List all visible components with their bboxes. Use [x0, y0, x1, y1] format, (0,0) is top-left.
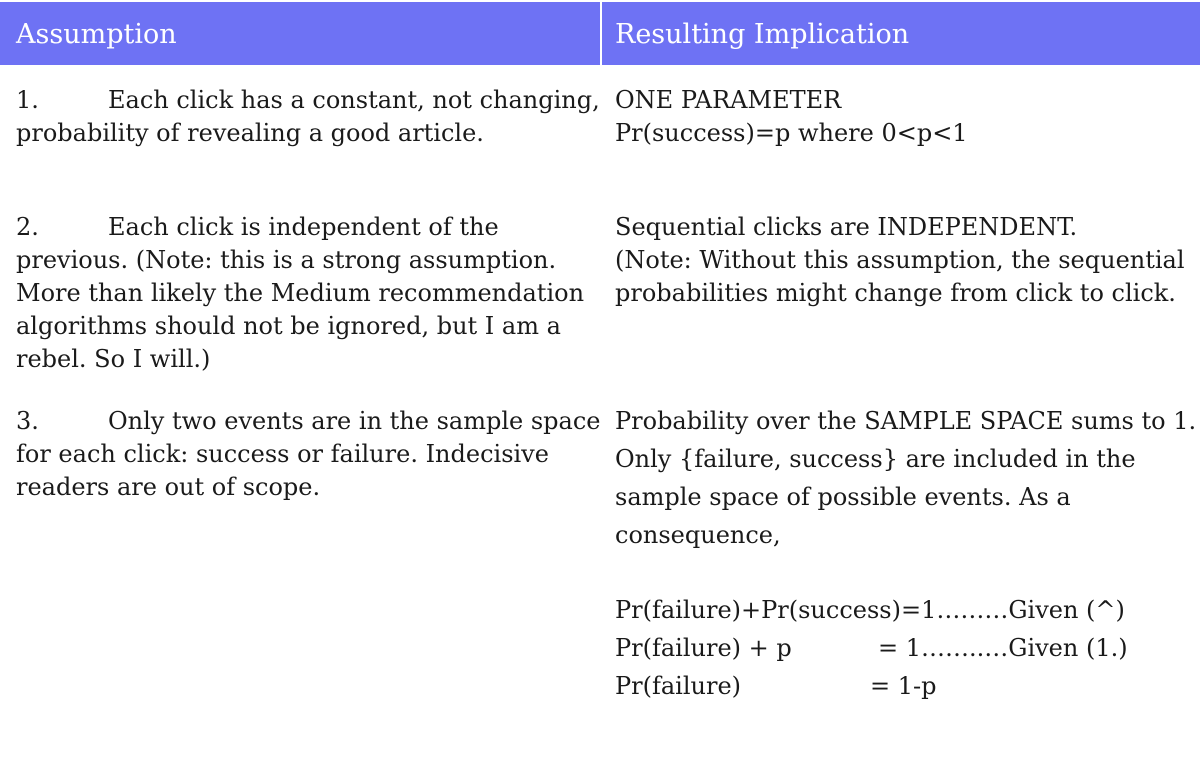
- equation-2-rhs: = 1……..…Given (1.): [878, 634, 1128, 662]
- row-1-implication-line-2: Pr(success)=p where 0<p<1: [615, 119, 968, 147]
- equation-2-lhs: Pr(failure) + p: [615, 634, 792, 662]
- row-1-assumption-line-1: Each click has a constant, not changing,: [108, 86, 600, 114]
- row-2-assumption-line-1: Each click is independent of the: [108, 213, 499, 241]
- equation-2-result: [878, 629, 1128, 667]
- header-assumption: Assumption: [16, 19, 177, 50]
- row-2-implication-line-1: Sequential clicks are INDEPENDENT.: [615, 213, 1078, 241]
- row-1-assumption: [16, 84, 600, 150]
- row-2-implication-line-3: probabilities might change from click to click.: [615, 279, 1176, 307]
- header-implication: Resulting Implication: [615, 19, 910, 50]
- header-divider: [600, 2, 602, 65]
- row-3-implication-line-1: Probability over the SAMPLE SPACE sums to 1.: [615, 407, 1197, 435]
- row-3-implication: [615, 402, 1195, 554]
- row-2-assumption-line-3: More than likely the Medium recommendation: [16, 279, 585, 307]
- equation-2: [615, 629, 792, 667]
- row-1-implication: [615, 84, 1195, 150]
- row-3-assumption-line-3: readers are out of scope.: [16, 473, 321, 501]
- row-3-assumption: [16, 405, 601, 504]
- row-2-implication-line-2: (Note: Without this assumption, the sequential: [615, 246, 1185, 274]
- row-2-assumption-line-4: algorithms should not be ignored, but I am a: [16, 312, 561, 340]
- equation-3-lhs: Pr(failure): [615, 672, 742, 700]
- equation-3: [615, 667, 741, 705]
- row-2-assumption-line-5: rebel. So I will.): [16, 345, 211, 373]
- row-1-number: 1.: [16, 86, 39, 114]
- row-3-implication-line-2: Only {failure, success} are included in the: [615, 445, 1136, 473]
- row-3-assumption-line-2: for each click: success or failure. Indecisive: [16, 440, 549, 468]
- row-3-assumption-line-1: Only two events are in the sample space: [108, 407, 601, 435]
- row-1-assumption-line-2: probability of revealing a good article.: [16, 119, 484, 147]
- row-2-implication: [615, 211, 1195, 310]
- row-3-implication-line-3: sample space of possible events. As a: [615, 483, 1071, 511]
- row-3-number: 3.: [16, 407, 39, 435]
- equation-3-result: [870, 667, 936, 705]
- row-2-assumption-line-2: previous. (Note: this is a strong assumption.: [16, 246, 557, 274]
- row-2-assumption: [16, 211, 596, 376]
- row-1-implication-line-1: ONE PARAMETER: [615, 86, 842, 114]
- row-3-implication-line-4: consequence,: [615, 521, 781, 549]
- equation-1-lhs: Pr(failure)+Pr(success)=1………Given (^): [615, 596, 1125, 624]
- row-2-number: 2.: [16, 213, 39, 241]
- equation-1: [615, 591, 1125, 629]
- equation-3-rhs: = 1-p: [870, 672, 937, 700]
